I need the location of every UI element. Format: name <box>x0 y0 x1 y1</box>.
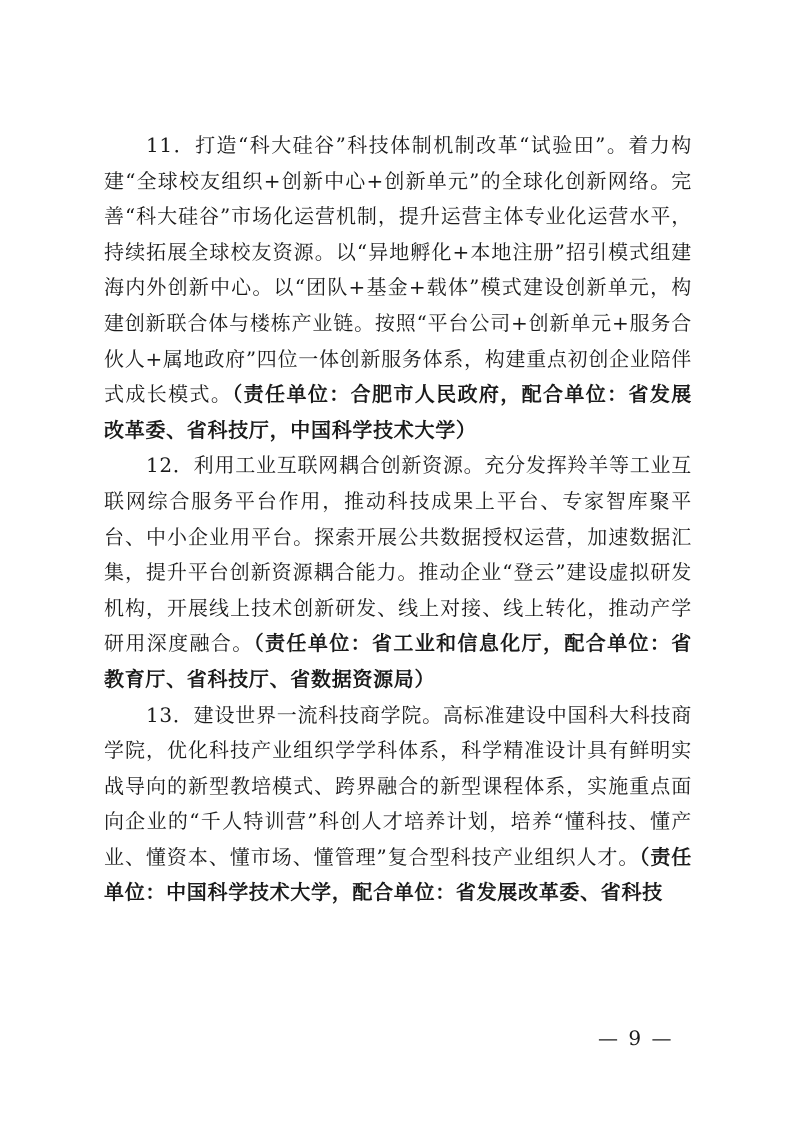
paragraph-item-13 <box>104 698 692 912</box>
paragraph-item-12 <box>104 448 692 697</box>
responsibility-note: （责任单位：合肥市人民政府，配合单位：省发展改革委、省科技厅，中国科学技术大学） <box>104 382 693 442</box>
document-body <box>104 128 692 911</box>
page-number: — 9 — <box>598 1026 674 1050</box>
paragraph-text: 11．打造“科大硅谷”科技体制机制改革“试验田”。着力构建“全球校友组织+创新中心+创新单元”的全球化创新网络。完善“科大硅谷”市场化运营机制，提升运营主体专业化运营水平，持续拓展全球校友资源。以“异地孵化+本地注册”招引模式组建海内外创新中心。以“团队+基金+载体”模式建设创新单元，构建创新联合体与楼栋产业链。按照“平台公司+创新单元+服务合伙人+属地政府”四位一体创新服务体系，构建重点初创企业陪伴式成长模式。 <box>104 133 692 407</box>
responsibility-note: （责任单位：省工业和信息化厅，配合单位：省教育厅、省科技厅、省数据资源局） <box>104 631 692 691</box>
paragraph-text: 13．建设世界一流科技商学院。高标准建设中国科大科技商学院，优化科技产业组织学学科体系，科学精准设计具有鲜明实战导向的新型教培模式、跨界融合的新型课程体系，实施重点面向企业的“千人特训营”科创人才培养计划，培养“懂科技、懂产业、懂资本、懂市场、懂管理”复合型科技产业组织人才。 <box>104 702 692 869</box>
paragraph-text: 12．利用工业互联网耦合创新资源。充分发挥羚羊等工业互联网综合服务平台作用，推动科技成果上平台、专家智库聚平台、中小企业用平台。探索开展公共数据授权运营，加速数据汇集，提升平台创新资源耦合能力。推动企业“登云”建设虚拟研发机构，开展线上技术创新研发、线上对接、线上转化，推动产学研用深度融合。 <box>104 453 692 656</box>
responsibility-note: （责任单位：中国科学技术大学，配合单位：省发展改革委、省科技 <box>104 844 692 905</box>
paragraph-item-11 <box>104 128 692 448</box>
